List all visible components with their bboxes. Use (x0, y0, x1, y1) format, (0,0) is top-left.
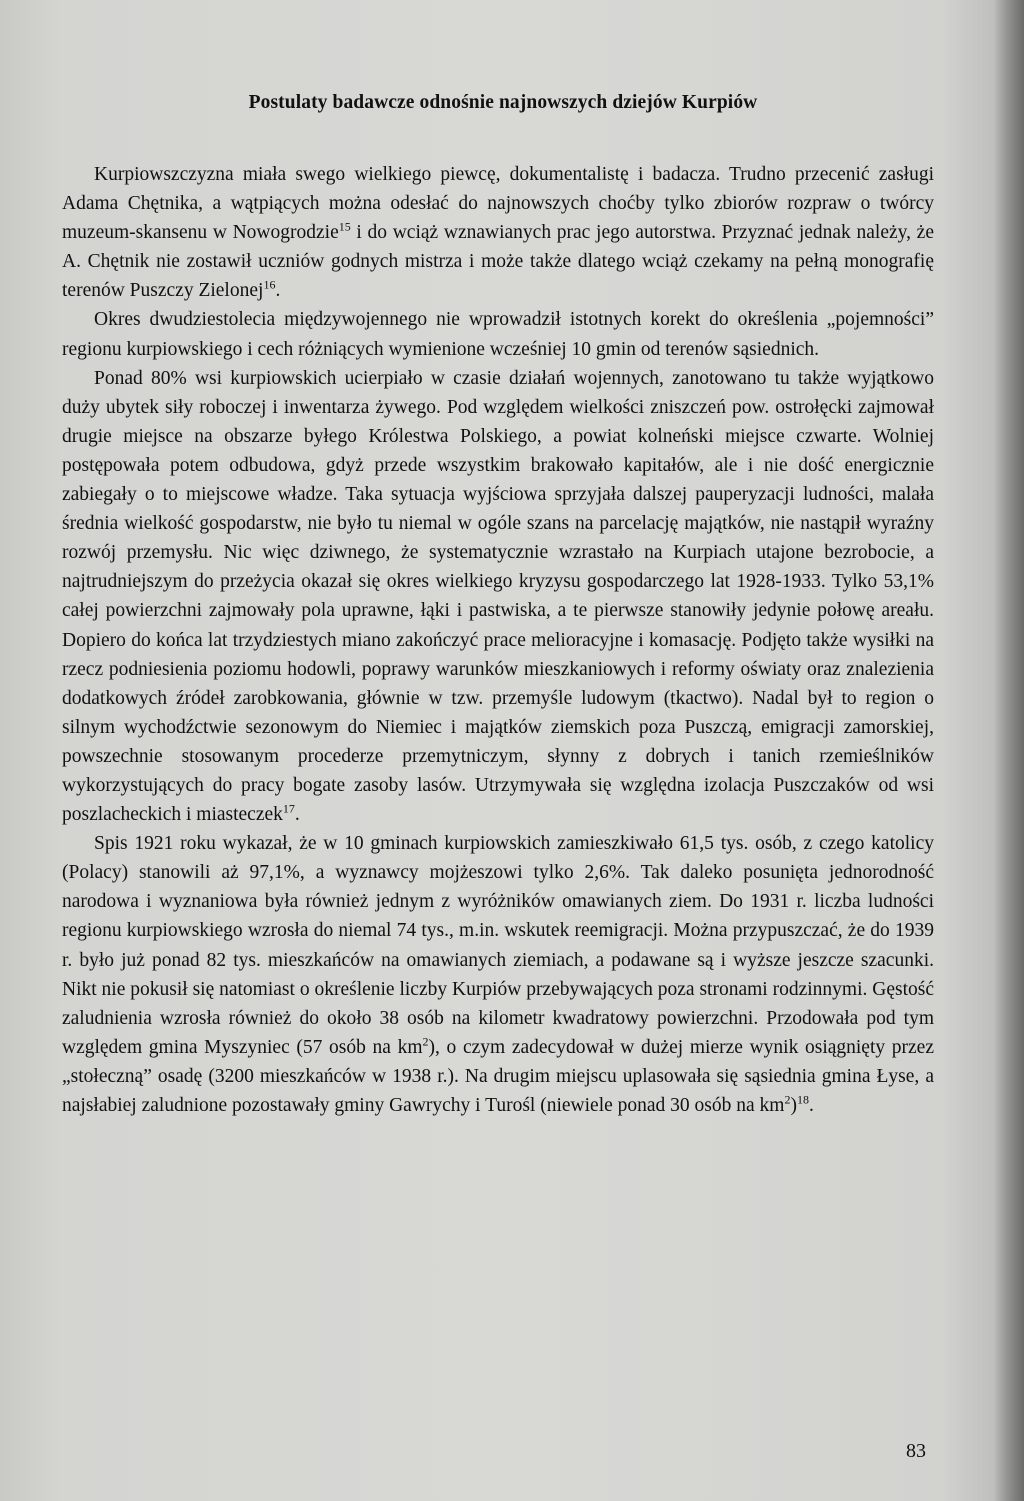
footnote-marker: 17 (282, 801, 295, 816)
book-spine-shadow (994, 0, 1024, 1501)
footnote-marker: 16 (263, 277, 276, 292)
footnote-marker: 15 (338, 219, 351, 234)
page-number: 83 (906, 1440, 926, 1462)
paragraph-text: . (275, 280, 281, 302)
paragraph (62, 829, 934, 1120)
body-text (62, 160, 934, 1120)
paragraph-text: ) (790, 1095, 797, 1116)
paragraph-text: ), o czym zadecydował w dużej mierze wynik osiągnięty przez „stołeczną” osadę (3200 mieszkańców w 1938 r.). Na drugim miejscu uplasowała się sąsiednia gmina Łyse, a najsłabiej zaludnione pozostawały gminy Gawrychy i Turośl (niewiele ponad 30 osób na km (62, 1036, 934, 1116)
paragraph (62, 160, 934, 305)
footnote-marker: 2 (422, 1034, 429, 1049)
paragraph-text: i do wciąż wznawianych prac jego autorstwa. Przyznać jednak należy, że A. Chętnik nie zostawił uczniów godnych mistrza i może także dlatego wciąż czekamy na pełną monografię terenów Puszczy Zielonej (62, 222, 934, 302)
paragraph-text: Kurpiowszczyzna miała swego wielkiego piewcę, dokumentalistę i badacza. Trudno przecenić zasługi Adama Chętnika, a wątpiących można odesłać do najnowszych choćby tylko zbiorów rozpraw o twórcy muzeum-skansenu w Nowogrodzie (62, 164, 934, 244)
paragraph-text: Ponad 80% wsi kurpiowskich ucierpiało w czasie działań wojennych, zanotowano tu także wyjątkowo duży ubytek siły roboczej i inwentarza żywego. Pod względem wielkości zniszczeń pow. ostrołęcki zajmował drugie miejsce na obszarze byłego Królestwa Polskiego, a powiat kolneński miejsce czwarte. Wolniej postępowała potem odbudowa, gdyż przede wszystkim brakowało kapitałów, ale i nie dość energicznie zabiegały o to miejscowe władze. Taka sytuacja wyjściowa sprzyjała dalszej pauperyzacji ludności, malała średnia wielkość gospodarstw, nie było tu niemal w ogóle szans na parcelację majątków, nie nastąpił wyraźny rozwój przemysłu. Nic więc dziwnego, że systematycznie wzrastało na Kurpiach utajone bezrobocie, a najtrudniejszym do przeżycia okazał się okres wielkiego kryzysu gospodarczego lat 1928-1933. Tylko 53,1% całej powierzchni zajmowały pola uprawne, łąki i pastwiska, a te pierwsze stanowiły jedynie połowę areału. Dopiero do końca lat trzydziestych miano zakończyć prace melioracyjne i komasację. Podjęto także wysiłki na rzecz podniesienia poziomu hodowli, poprawy warunków mieszkaniowych i reformy oświaty oraz znalezienia dodatkowych źródeł zarobkowania, głównie w tzw. przemyśle ludowym (tkactwo). Nadal był to region o silnym wychodźctwie sezonowym do Niemiec i majątków ziemskich poza Puszczą, emigracji zamorskiej, powszechnie stosowanym procederze przemytniczym, słynny z dobrych i tanich rzemieślników wykorzystujących do pracy bogate zasoby lasów. Utrzymywała się względna izolacja Puszczaków od wsi poszlacheckich i miasteczek (62, 367, 934, 826)
paragraph-text: . (808, 1095, 814, 1116)
page-title: Postulaty badawcze odnośnie najnowszych dziejów Kurpiów (248, 92, 758, 113)
paragraph-text: Spis 1921 roku wykazał, że w 10 gminach kurpiowskich zamieszkiwało 61,5 tys. osób, z czego katolicy (Polacy) stanowili aż 97,1%, a wyznawcy mojżeszowi tylko 2,6%. Tak daleko posunięta jednorodność narodowa i wyznaniowa była również jednym z wyróżników omawianych ziem. Do 1931 r. liczba ludności regionu kurpiowskiego wzrosła do niemal 74 tys., m.in. wskutek reemigracji. Można przypuszczać, że do 1939 r. było już ponad 82 tys. mieszkańców na omawianych ziemiach, a podawane są i wyższe jeszcze szacunki. Nikt nie pokusił się natomiast o określenie liczby Kurpiów przebywających poza stronami rodzinnymi. Gęstość zaludnienia wzrosła również do około 38 osób na kilometr kwadratowy powierzchni. Przodowała pod tym względem gmina Myszyniec (57 osób na km (62, 833, 934, 1058)
paragraph-text: . (294, 804, 300, 826)
paragraph-text: Okres dwudziestolecia międzywojennego nie wprowadził istotnych korekt do określenia „pojemności” regionu kurpiowskiego i cech różniących wymienione wcześniej 10 gmin od terenów sąsiednich. (62, 309, 934, 360)
paragraph (62, 364, 934, 830)
paragraph (62, 305, 934, 363)
footnote-marker: 18 (796, 1092, 809, 1107)
page-content (62, 92, 934, 1120)
footnote-marker: 2 (784, 1092, 791, 1107)
